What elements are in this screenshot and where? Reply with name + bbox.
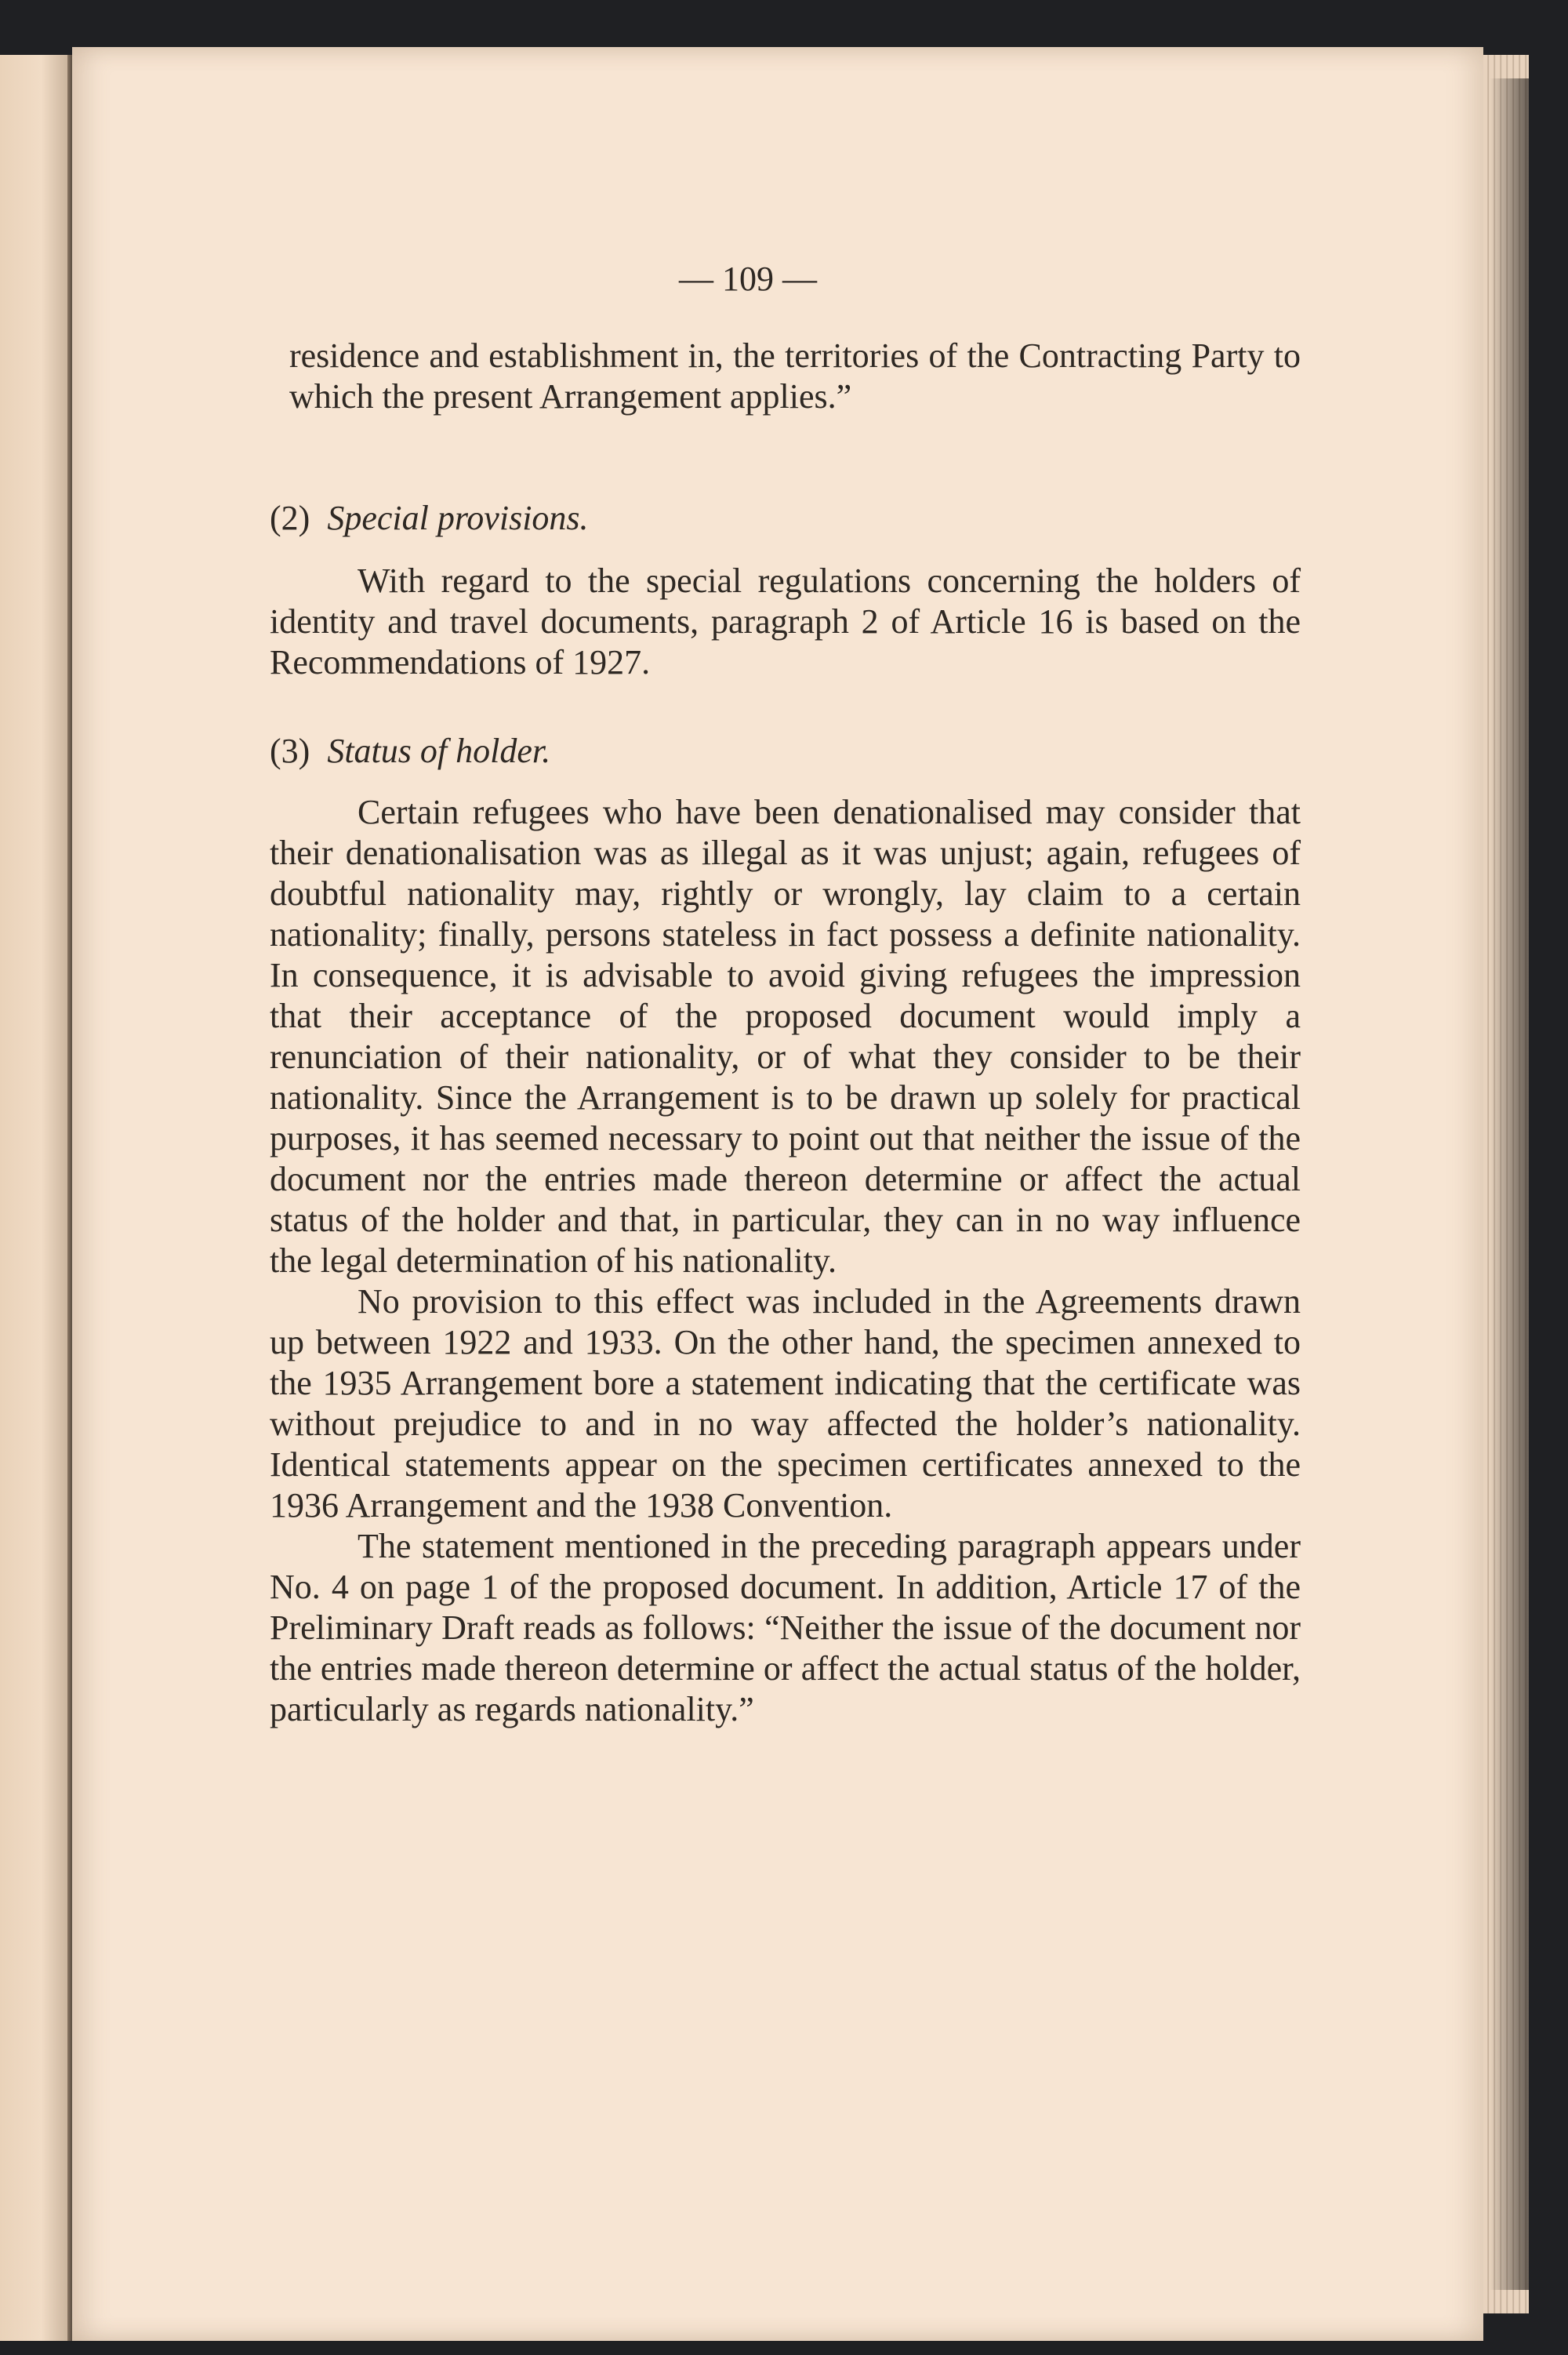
section-heading-status-of-holder	[270, 731, 550, 772]
paragraph: Certain refugees who have been denationalised may consider that their denationalisation was as illegal as it was unjust; again, refugees of doubtful nationality may, rightly or wrongly, lay claim to a certain nationality; finally, persons stateless in fact possess a definite nationality. In consequence, it is advisable to avoid giving refugees the impression that their acceptance of the proposed document would imply a renunciation of their nationality, or of what they consider to be their nationality. Since the Arrangement is to be drawn up solely for practical purposes, it has seemed necessary to point out that neither the issue of the document nor the entries made thereon determine or affect the actual status of the holder and that, in particular, they can in no way influence the legal determination of his nationality.	[270, 793, 1301, 1280]
section-body-status-of-holder	[270, 792, 1301, 1730]
paragraph: The statement mentioned in the preceding paragraph appears under No. 4 on page 1 of the proposed document. In addition, Article 17 of the Preliminary Draft reads as follows: “Neither the issue of the document nor the entries made thereon determine or affect the actual status of the holder, particularly as regards nationality.”	[270, 1527, 1301, 1728]
section-title: Status of holder.	[327, 732, 551, 770]
section-heading-special-provisions	[270, 498, 589, 539]
continuation-paragraph: residence and establishment in, the territories of the Contracting Party to which the present Arrangement applies.”	[289, 336, 1301, 416]
document-page	[72, 47, 1483, 2341]
section-title: Special provisions.	[327, 499, 589, 537]
page-edge-shadow	[1490, 78, 1529, 2290]
page-number: — 109 —	[679, 260, 817, 298]
section-number: (2)	[270, 499, 310, 537]
paragraph: With regard to the special regulations concerning the holders of identity and travel documents, paragraph 2 of Article 16 is based on the Recommendations of 1927.	[270, 561, 1301, 681]
paragraph: No provision to this effect was included in the Agreements drawn up between 1922 and 1933. On the other hand, the specimen annexed to the 1935 Arrangement bore a statement indicating that the certificate was without prejudice to and in no way affected the holder’s nationality. Identical statements appear on the specimen certificates annexed to the 1936 Arrangement and the 1938 Convention.	[270, 1282, 1301, 1525]
facing-page-edge	[0, 55, 69, 2341]
section-number: (3)	[270, 732, 310, 770]
section-body-special-provisions	[270, 561, 1301, 683]
